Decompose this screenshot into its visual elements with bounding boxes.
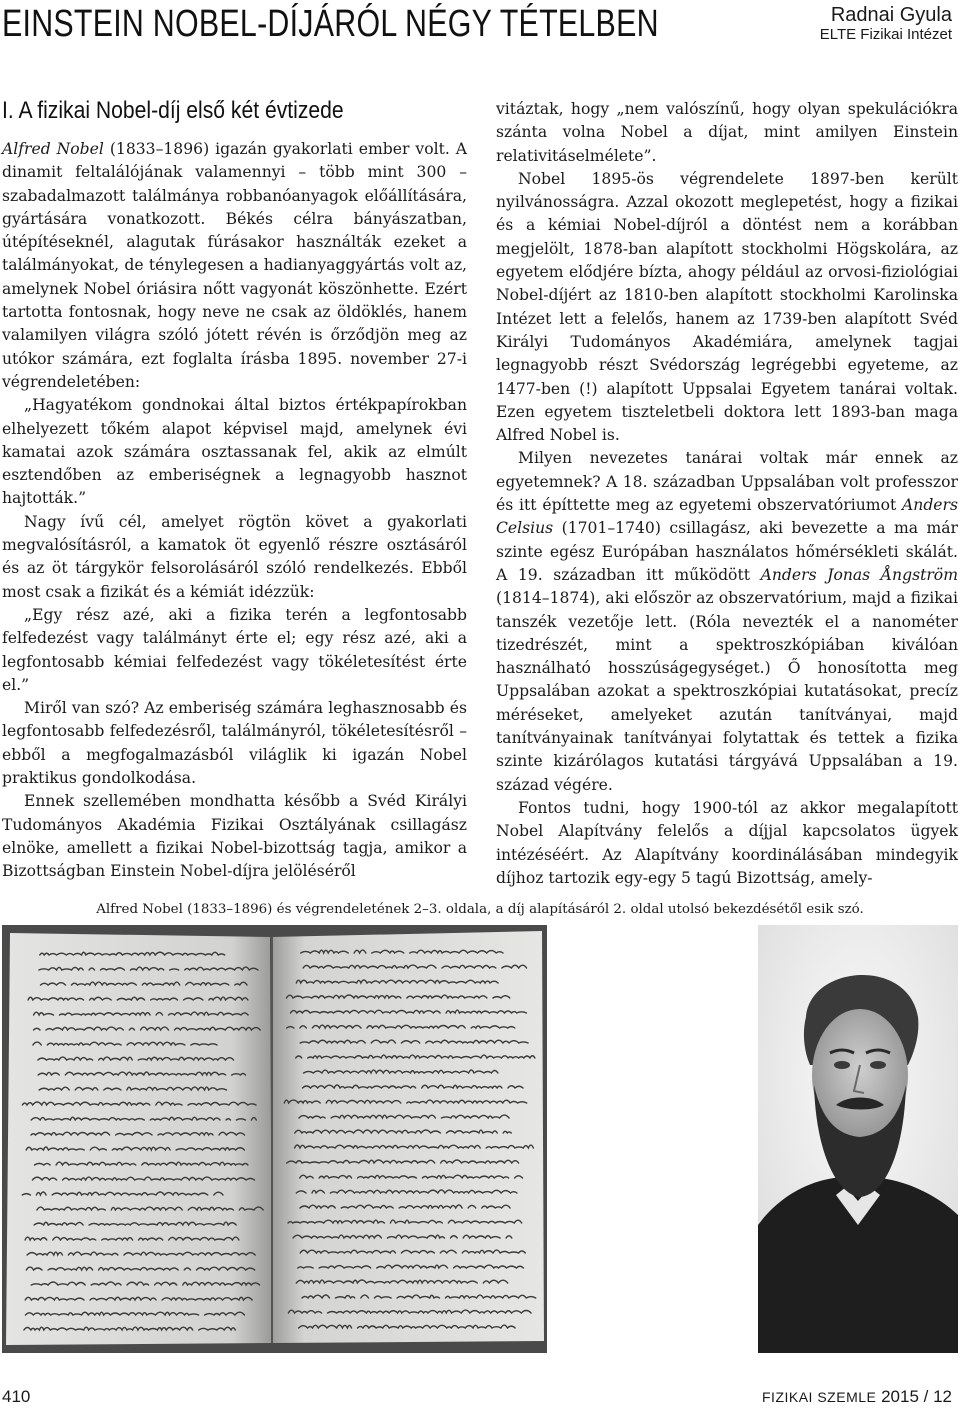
paragraph-3: Miről van szó? Az emberiség számára leghasznosabb és legfontosabb felfedezésről, találmányról, tökéletesítésről – ebből a megfogalmazásból világlik ki igazán Nobel praktikus gondolkodása. xyxy=(2,699,467,788)
paragraph-4: Ennek szellemében mondhatta később a Svéd Királyi Tudományos Akadémia Fizikai Osztályának csillagász elnöke, amellett a fizikai Nobel-bizottság tagja, amikor a Bizottságban Einstein Nobel-díjra jelöléséről xyxy=(2,792,467,881)
name-alfred-nobel: Alfred Nobel xyxy=(2,140,104,158)
byline xyxy=(820,4,952,44)
page-number: 410 xyxy=(2,1387,31,1406)
paragraph-uppsala xyxy=(496,447,958,796)
author-name: Radnai Gyula xyxy=(830,4,952,26)
left-column xyxy=(2,96,467,884)
will-manuscript-photo xyxy=(2,925,547,1353)
paragraph-foundation: Fontos tudni, hogy 1900-tól az akkor megalapított Nobel Alapítvány felelős a díjjal kapcsolatos ügyek intézéséért. Az Alapítvány koordinálásában mindegyik díjhoz tartozik egy-egy 5 tagú Bizottság, amely- xyxy=(496,798,958,887)
author-institution: ELTE Fizikai Intézet xyxy=(819,26,952,43)
paragraph-2: Nagy ívű cél, amelyet rögtön követ a gyakorlati megvalósításról, a kamatok öt egyenlő részre osztásáról és az öt tárgykör felsorolásáról szóló rendelkezés. Ebből most csak a fizikát és a kémiát idézzük: xyxy=(2,512,467,601)
name-anders-angstrom: Anders Jonas Ångström xyxy=(760,565,958,584)
section-title: I. A fizikai Nobel-díj első két évtizede xyxy=(2,97,344,124)
figure-caption: Alfred Nobel (1833–1896) és végrendeletének 2–3. oldala, a díj alapításáról 2. oldal utolsó bekezdésétől esik szó. xyxy=(96,902,864,917)
issue-number: 2015 / 12 xyxy=(881,1387,952,1406)
journal-name: FIZIKAI SZEMLE xyxy=(762,1389,877,1405)
text-run: Milyen nevezetes tanárai voltak már ennek az egyetemnek? A 18. században Uppsalában volt professzor és itt építtette meg az egyetemi obszervatóriumot xyxy=(496,449,958,515)
paragraph-intro xyxy=(2,138,467,394)
paragraph-intro-text: (1833–1896) igazán gyakorlati ember volt. A dinamit feltalálójának valamennyi – több mint 300 – szabadalmazott találmánya robbanóanyagok előállítására, gyártására vonatkozott. Békés célra bányászatban, útépítéseknél, alagutak fúrásakor használták ezeket a találmányokat, de ténylegesen a hadianyaggyártás volt az, amelynek Nobel óriásira nőtt vagyonát köszönhette. Ezért tartotta fontosnak, hogy neve ne csak az öldöklés, hanem valamilyen világra szóló jótett révén is őrződjön meg az utókor számára, ezt foglalta írásba 1895. november 27-i végrendeletében: xyxy=(2,140,467,391)
name-anders-celsius: Anders Celsius xyxy=(496,496,958,538)
portrait-image xyxy=(758,925,958,1353)
will-quote-1: „Hagyatékom gondnokai által biztos értékpapírokban elhelyezett tőkém alapot képvisel majd, amelynek évi kamatai azok számára osztassanak fel, akik az elmúlt esztendőben az emberiségnek a legnagyobb hasznot hajtották.” xyxy=(2,396,467,508)
paragraph-will-publication: Nobel 1895-ös végrendelete 1897-ben került nyilvánosságra. Azzal okozott meglepetést, hogy a fizikai és a kémiai Nobel-díjról a döntést nem a korábban megjelölt, 1878-ban alapított stockholmi Högskolára, az egyetem elődjére bízta, ahogy például az orvosi-fiziológiai Nobel-díjért az 1810-ben alapított stockholmi Karolinska Intézet lett a felelős, hanem az 1739-ben alapított Svéd Királyi Tudományos Akadémiára, amelynek tagjai legnagyobb részt Svédország legrégebbi egyeteme, az 1477-ben (!) alapított Uppsalai Egyetem tanárai voltak. Ezen egyetem tiszteletbeli doktora lett 1893-ban maga Alfred Nobel is. xyxy=(496,169,958,445)
text-run: (1701–1740) csillagász, aki bevezette a ma már szinte egész Európában használatos hőmérsékleti skálát. A 19. században itt működött xyxy=(496,519,958,584)
paragraph-continuation: vitáztak, hogy „nem valószínű, hogy olyan spekulációkra szánta volna Nobel a díjat, mint amilyen Einstein relativitáselmélete”. xyxy=(496,100,958,165)
article-title: EINSTEIN NOBEL-DÍJÁRÓL NÉGY TÉTELBEN xyxy=(2,3,659,45)
right-column xyxy=(496,98,958,890)
will-quote-2: „Egy rész azé, aki a fizika terén a legfontosabb felfedezést vagy találmányt érte el; egy rész azé, aki a legfontosabb kémiai felfedezést vagy tökéletesítést érte el.” xyxy=(2,605,467,694)
will-manuscript-image xyxy=(2,925,547,1353)
journal-issue xyxy=(762,1387,952,1407)
text-run: (1814–1874), aki először az obszervatórium, majd a fizikai tanszék vezetője lett. (Róla nevezték el a nanométer tizedrészét, mint a spektroszkópiában kiválóan használható hosszúságegységet.) Ő honosította meg Uppsalában azokat a spektroszkópiai kutatásokat, precíz méréseket, amelyeket azután tanítványai, majd tanítványainak tanítványai folytattak és tettek a fizika szinte kizárólagos kutatási tárgyává Uppsalában a 19. század végére. xyxy=(496,589,958,794)
alfred-nobel-portrait-photo xyxy=(758,925,958,1353)
